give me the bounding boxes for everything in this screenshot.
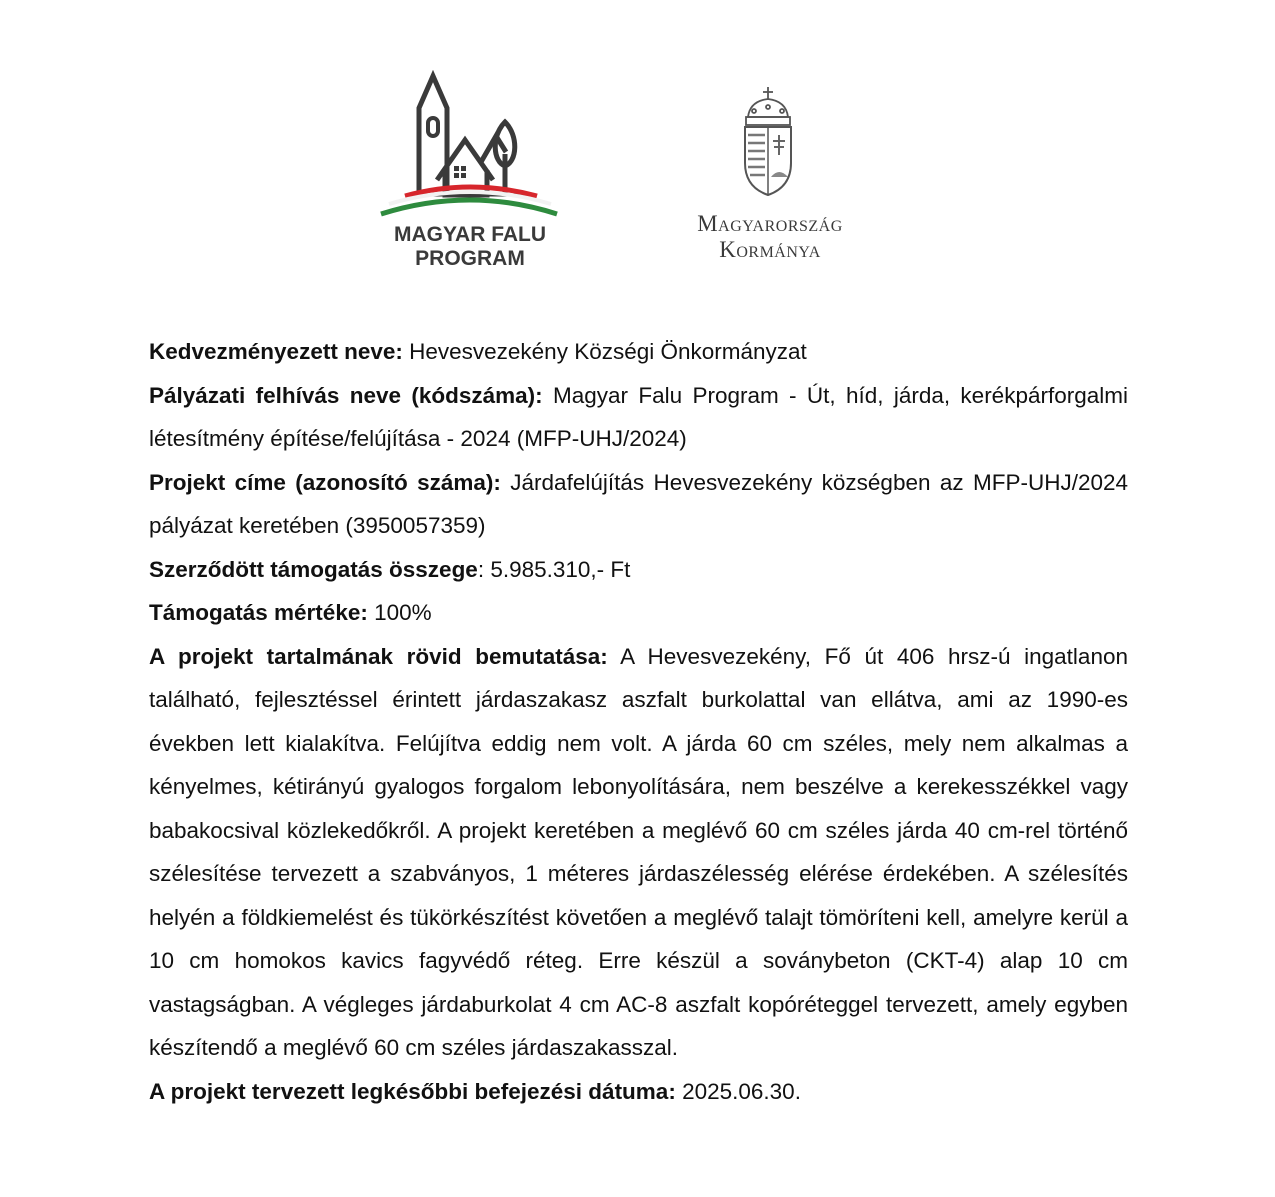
field-value: : 5.985.310,- Ft (477, 556, 631, 582)
field-label: Szerződött támogatás összege (149, 556, 478, 582)
field-label: Pályázati felhívás neve (kódszáma): (149, 382, 543, 408)
field-label: A projekt tartalmának rövid bemutatása: (149, 643, 608, 669)
crown-icon (746, 87, 790, 125)
gov-text-line1: Magyarország (697, 211, 843, 236)
project-info (149, 330, 1128, 1113)
field-project-title (149, 461, 1128, 548)
field-beneficiary (149, 330, 1128, 374)
logo-text-line1: MAGYAR FALU (393, 223, 547, 246)
magyar-falu-program-logo (375, 70, 565, 275)
field-call-name (149, 374, 1128, 461)
field-grant-rate (149, 591, 1128, 635)
magyarorszag-kormanya-logo (670, 85, 870, 265)
coat-of-arms-icon (745, 127, 791, 195)
field-label: Támogatás mértéke: (149, 600, 368, 625)
field-label: A projekt tervezett legkésőbbi befejezési dátuma: (149, 1078, 676, 1104)
field-value: 2025.06.30. (675, 1078, 801, 1104)
field-value: 100% (367, 600, 432, 625)
logo-text-line2: PROGRAM (415, 247, 525, 270)
field-value: Hevesvezekény Községi Önkormányzat (402, 339, 807, 364)
field-value: A Hevesvezekény, Fő út 406 hrsz-ú ingatlanon található, fejlesztéssel érintett járdaszakasz aszfalt burkolattal van ellátva, ami az 1990-es években lett kialakítva. Felújítva eddig nem volt. A járda 60 cm széles, mely nem alkalmas a kényelmes, kétirányú gyalogos forgalom lebonyolítására, nem beszélve a kerekesszékkel vagy babakocsival közlekedőkről. A projekt keretében a meglévő 60 cm széles járda 40 cm-rel történő szélesítése tervezett a szabványos, 1 méteres járdaszélesség elérése érdekében. A szélesítés helyén a földkiemelést és tükörkészítést követően a meglévő talajt tömöríteni kell, amelyre kerül a 10 cm homokos kavics fagyvédő réteg. Erre készül a soványbeton (CKT-4) alap 10 cm vastagságban. A végleges járdaburkolat 4 cm AC-8 aszfalt kopóréteggel tervezett, amely egyben készítendő a meglévő 60 cm széles járdaszakasszal. (149, 643, 1128, 1060)
gov-text-line2: Kormánya (719, 237, 821, 262)
field-label: Projekt címe (azonosító száma): (149, 469, 501, 495)
field-label: Kedvezményezett neve: (149, 339, 403, 364)
field-completion-date (149, 1070, 1128, 1114)
field-grant-amount (149, 548, 1128, 592)
field-value: Járdafelújítás Hevesvezekény községben az MFP-UHJ/2024 pályázat keretében (3950057359) (149, 469, 1129, 538)
field-description (149, 635, 1128, 1070)
field-value: Magyar Falu Program - Út, híd, járda, kerékpárforgalmi létesítmény építése/felújítása - 2024 (MFP-UHJ/2024) (149, 382, 1128, 451)
